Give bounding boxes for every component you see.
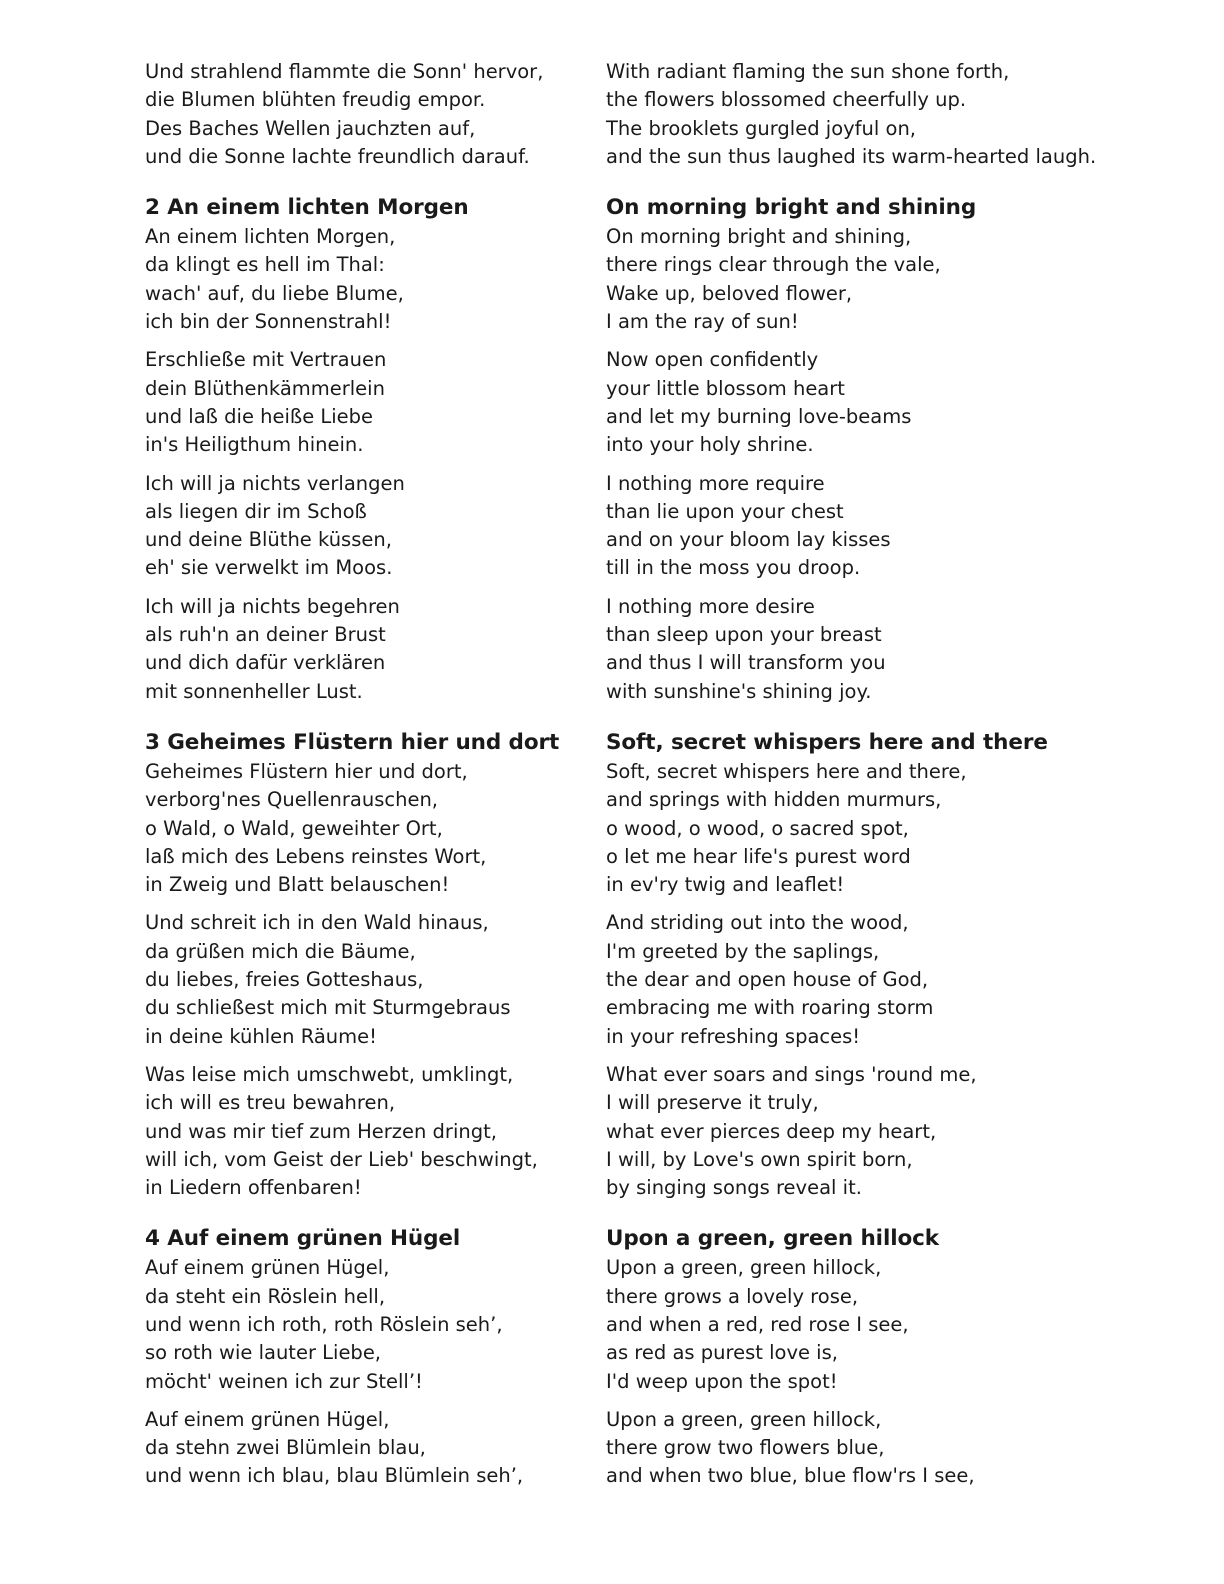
- verse-line: I am the ray of sun!: [606, 310, 799, 334]
- verse-line: I will, by Love's own spirit born,: [606, 1147, 913, 1171]
- song-section: [606, 193, 1106, 706]
- verse-line: there rings clear through the vale,: [606, 253, 941, 277]
- verse-line: the flowers blossomed cheerfully up.: [606, 88, 967, 112]
- stanza: [606, 1061, 1106, 1202]
- verse-line: Soft, secret whispers here and there,: [606, 759, 967, 783]
- verse-line: o let me hear life's purest word: [606, 844, 911, 868]
- verse-line: What ever soars and sings 'round me,: [606, 1062, 977, 1086]
- song-heading: 4 Auf einem grünen Hügel: [145, 1226, 461, 1252]
- verse-line: I nothing more require: [606, 471, 825, 495]
- verse-line: Und strahlend flammte die Sonn' hervor,: [145, 60, 544, 83]
- verse-line: und wenn ich blau, blau Blümlein seh’,: [145, 1464, 524, 1488]
- song-section: [145, 1224, 615, 1490]
- verse-line: I nothing more desire: [606, 594, 815, 618]
- verse-line: da grüßen mich die Bäume,: [145, 939, 416, 963]
- stanza: [145, 470, 615, 583]
- stanza: [145, 1061, 615, 1202]
- verse-line: als liegen dir im Schoß: [145, 499, 367, 523]
- stanza: [145, 223, 615, 336]
- verse-line: and when two blue, blue flow'rs I see,: [606, 1464, 975, 1488]
- verse-line: Und schreit ich in den Wald hinaus,: [145, 911, 489, 935]
- verse-line: dein Blüthenkämmerlein: [145, 376, 385, 400]
- stanza: [606, 346, 1106, 459]
- verse-line: than lie upon your chest: [606, 499, 844, 523]
- stanza: [145, 909, 615, 1050]
- verse-line: Was leise mich umschwebt, umklingt,: [145, 1062, 514, 1086]
- song-section: [606, 728, 1106, 1202]
- verse-line: in ev'ry twig and leaflet!: [606, 873, 845, 897]
- verse-line: Des Baches Wellen jauchzten auf,: [145, 116, 476, 140]
- verse-line: und wenn ich roth, roth Röslein seh’,: [145, 1312, 503, 1336]
- verse-line: An einem lichten Morgen,: [145, 225, 396, 249]
- verse-line: in Zweig und Blatt belauschen!: [145, 873, 450, 897]
- verse-line: in's Heiligthum hinein.: [145, 433, 364, 457]
- verse-line: da steht ein Röslein hell,: [145, 1284, 386, 1308]
- verse-line: as red as purest love is,: [606, 1341, 838, 1365]
- song-section: [145, 58, 615, 171]
- song-heading: 3 Geheimes Flüstern hier und dort: [145, 729, 560, 755]
- verse-line: And striding out into the wood,: [606, 911, 909, 935]
- verse-line: embracing me with roaring storm: [606, 996, 934, 1020]
- song-section: [606, 58, 1106, 171]
- verse-line: your little blossom heart: [606, 376, 845, 400]
- verse-line: du liebes, freies Gotteshaus,: [145, 968, 424, 992]
- verse-line: With radiant flaming the sun shone forth,: [606, 60, 1010, 83]
- song-heading: 2 An einem lichten Morgen: [145, 195, 469, 221]
- verse-line: möcht' weinen ich zur Stell’!: [145, 1369, 423, 1393]
- verse-line: o Wald, o Wald, geweihter Ort,: [145, 816, 443, 840]
- verse-line: Upon a green, green hillock,: [606, 1256, 882, 1280]
- stanza: [145, 58, 615, 171]
- verse-line: und die Sonne lachte freundlich darauf.: [145, 144, 530, 168]
- verse-line: Now open confidently: [606, 348, 819, 372]
- verse-line: eh' sie verwelkt im Moos.: [145, 556, 393, 580]
- verse-line: there grows a lovely rose,: [606, 1284, 859, 1308]
- verse-line: und laß die heiße Liebe: [145, 404, 374, 428]
- verse-line: The brooklets gurgled joyful on,: [606, 116, 917, 140]
- verse-line: and on your bloom lay kisses: [606, 528, 891, 552]
- song-heading: Soft, secret whispers here and there: [606, 729, 1048, 755]
- verse-line: und dich dafür verklären: [145, 651, 386, 675]
- german-column: [145, 58, 615, 1501]
- verse-line: with sunshine's shining joy.: [606, 679, 872, 703]
- verse-line: Geheimes Flüstern hier und dort,: [145, 759, 468, 783]
- verse-line: I'm greeted by the saplings,: [606, 939, 880, 963]
- verse-line: the dear and open house of God,: [606, 968, 929, 992]
- stanza: [145, 758, 615, 899]
- verse-line: and thus I will transform you: [606, 651, 886, 675]
- verse-line: du schließest mich mit Sturmgebraus: [145, 996, 511, 1020]
- verse-line: mit sonnenheller Lust.: [145, 679, 363, 703]
- verse-line: what ever pierces deep my heart,: [606, 1119, 937, 1143]
- stanza: [145, 1254, 615, 1395]
- stanza: [145, 346, 615, 459]
- verse-line: wach' auf, du liebe Blume,: [145, 281, 404, 305]
- song-heading: Upon a green, green hillock: [606, 1226, 939, 1252]
- verse-line: by singing songs reveal it.: [606, 1176, 862, 1200]
- verse-line: and let my burning love-beams: [606, 404, 912, 428]
- verse-line: I'd weep upon the spot!: [606, 1369, 838, 1393]
- song-section: [606, 1224, 1106, 1490]
- stanza: [606, 593, 1106, 706]
- stanza: [145, 593, 615, 706]
- verse-line: da stehn zwei Blümlein blau,: [145, 1436, 426, 1460]
- verse-line: than sleep upon your breast: [606, 623, 882, 647]
- verse-line: Ich will ja nichts begehren: [145, 594, 400, 618]
- song-section: [145, 728, 615, 1202]
- verse-line: in Liedern offenbaren!: [145, 1176, 362, 1200]
- stanza: [145, 1406, 615, 1491]
- english-column: [606, 58, 1106, 1501]
- verse-line: und deine Blüthe küssen,: [145, 528, 392, 552]
- verse-line: ich will es treu bewahren,: [145, 1091, 396, 1115]
- verse-line: in deine kühlen Räume!: [145, 1024, 377, 1048]
- stanza: [606, 1254, 1106, 1395]
- stanza: [606, 909, 1106, 1050]
- verse-line: verborg'nes Quellenrauschen,: [145, 788, 439, 812]
- stanza: [606, 758, 1106, 899]
- verse-line: die Blumen blühten freudig empor.: [145, 88, 486, 112]
- verse-line: and the sun thus laughed its warm-hearted laugh.: [606, 144, 1097, 168]
- verse-line: und was mir tief zum Herzen dringt,: [145, 1119, 497, 1143]
- verse-line: Auf einem grünen Hügel,: [145, 1256, 390, 1280]
- verse-line: so roth wie lauter Liebe,: [145, 1341, 382, 1365]
- verse-line: there grow two flowers blue,: [606, 1436, 885, 1460]
- verse-line: Erschließe mit Vertrauen: [145, 348, 387, 372]
- verse-line: I will preserve it truly,: [606, 1091, 819, 1115]
- verse-line: o wood, o wood, o sacred spot,: [606, 816, 909, 840]
- verse-line: Upon a green, green hillock,: [606, 1407, 882, 1431]
- verse-line: da klingt es hell im Thal:: [145, 253, 385, 277]
- song-heading: On morning bright and shining: [606, 195, 977, 221]
- verse-line: till in the moss you droop.: [606, 556, 861, 580]
- verse-line: laß mich des Lebens reinstes Wort,: [145, 844, 487, 868]
- stanza: [606, 1406, 1106, 1491]
- stanza: [606, 470, 1106, 583]
- stanza: [606, 58, 1106, 171]
- verse-line: in your refreshing spaces!: [606, 1024, 861, 1048]
- verse-line: and when a red, red rose I see,: [606, 1312, 909, 1336]
- verse-line: On morning bright and shining,: [606, 225, 912, 249]
- stanza: [606, 223, 1106, 336]
- verse-line: will ich, vom Geist der Lieb' beschwingt,: [145, 1147, 538, 1171]
- verse-line: Auf einem grünen Hügel,: [145, 1407, 390, 1431]
- verse-line: into your holy shrine.: [606, 433, 814, 457]
- song-section: [145, 193, 615, 706]
- verse-line: Wake up, beloved flower,: [606, 281, 853, 305]
- verse-line: als ruh'n an deiner Brust: [145, 623, 386, 647]
- verse-line: ich bin der Sonnenstrahl!: [145, 310, 392, 334]
- verse-line: Ich will ja nichts verlangen: [145, 471, 405, 495]
- verse-line: and springs with hidden murmurs,: [606, 788, 942, 812]
